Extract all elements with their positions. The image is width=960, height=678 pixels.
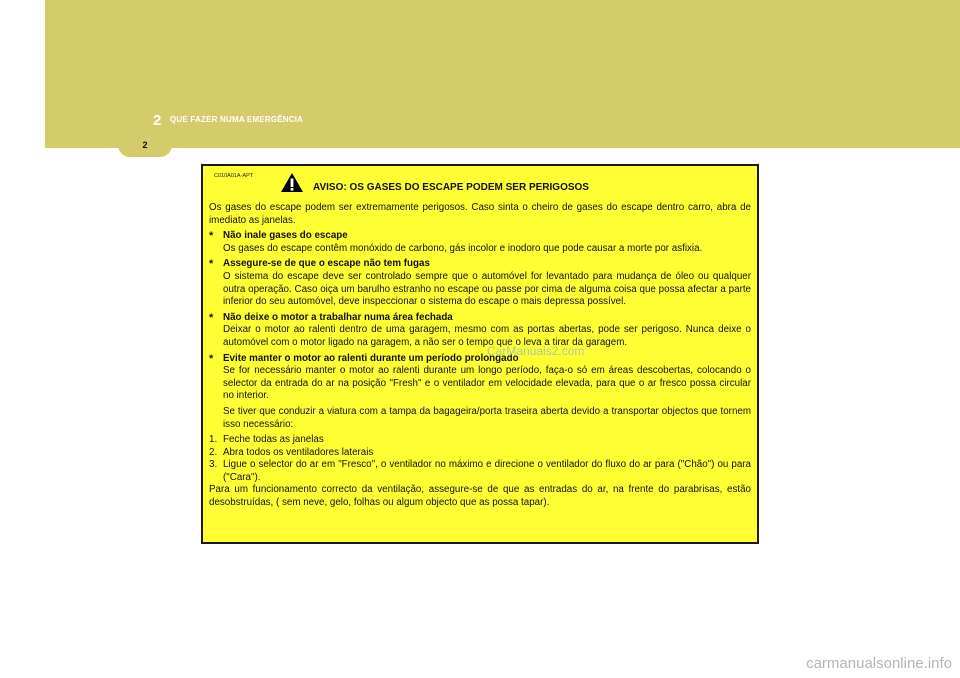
warning-code: C010A01A-APT	[214, 173, 254, 179]
bullet-extra-text: Se tiver que conduzir a viatura com a tampa da bagageira/porta traseira aberta devido a transportar objectos que tornem isso necessário:	[223, 405, 751, 430]
bullet-item	[209, 312, 751, 350]
bullet-marker: *	[209, 258, 214, 271]
step-text: Abra todos os ventiladores laterais	[223, 446, 374, 458]
bullet-text: Os gases do escape contêm monóxido de carbono, gás incolor e inodoro que pode causar a morte por asfixia.	[223, 242, 703, 254]
bullet-item	[209, 353, 751, 432]
step-item	[209, 434, 751, 447]
bullet-text: Deixar o motor ao ralenti dentro de uma garagem, mesmo com as portas abertas, pode ser perigoso. Nunca deixe o automóvel com o motor ligado na garagem, a não ser o tempo que o leva a tirar da garagem.	[223, 324, 751, 348]
warning-content	[209, 202, 751, 513]
bullet-heading: Não inale gases do escape	[223, 230, 348, 242]
watermark-middle: CarManuals2.com	[487, 344, 585, 358]
bullet-marker: *	[209, 230, 214, 243]
warning-box	[201, 164, 759, 544]
warning-triangle-icon	[280, 172, 304, 198]
bullet-marker: *	[209, 311, 214, 324]
warning-intro: Os gases do escape podem ser extremamente perigosos. Caso sinta o cheiro de gases do escape dentro carro, abra de imediato as janelas.	[209, 202, 751, 226]
step-text: Feche todas as janelas	[223, 434, 324, 446]
bullet-heading: Evite manter o motor ao ralenti durante um período prolongado	[223, 352, 519, 364]
step-item	[209, 459, 751, 484]
warning-title: AVISO: OS GASES DO ESCAPE PODEM SER PERIGOSOS	[313, 182, 589, 193]
header-band	[45, 0, 960, 148]
step-number: 3.	[209, 459, 218, 471]
watermark-bottom: carmanualsonline.info	[806, 655, 952, 672]
chapter-title: QUE FAZER NUMA EMERGÊNCIA	[170, 115, 304, 124]
step-number: 2.	[209, 446, 218, 458]
bullet-text: O sistema do escape deve ser controlado sempre que o automóvel for levantado para mudança de óleo ou qualquer outra operação. Caso oiça um barulho estranho no escape ou passe por cima de alguma coisa que possa afectar a parte inferior do seu automóvel, deve inspeccionar o sistema do escape o mais depressa possível.	[223, 270, 751, 308]
page-number: 2	[142, 140, 148, 150]
bullet-marker: *	[209, 352, 214, 365]
bullet-item	[209, 258, 751, 308]
bullet-text: Se for necessário manter o motor ao ralenti durante um longo período, faça-o só em áreas descobertas, colocando o selector da entrada do ar na posição "Fresh" e o ventilador em velocidade elevada, para que o ar fresco possa circular no interior.	[223, 365, 751, 402]
step-number: 1.	[209, 434, 218, 446]
bullet-heading: Assegure-se de que o escape não tem fugas	[223, 258, 430, 270]
step-text: Ligue o selector do ar em "Fresco", o ventilador no máximo e direcione o ventilador do fluxo do ar para ("Chão") ou para ("Cara").	[223, 459, 751, 483]
chapter-number: 2	[153, 112, 162, 129]
warning-closing: Para um funcionamento correcto da ventilação, assegure-se de que as entradas do ar, na frente do parabrisas, estão desobstruídas, ( sem neve, gelo, folhas ou algum objecto que as possa tapar).	[209, 484, 751, 509]
step-item	[209, 447, 751, 460]
bullet-item	[209, 230, 751, 255]
bullet-heading: Não deixe o motor a trabalhar numa área fechada	[223, 311, 453, 323]
page-number-tab	[118, 137, 172, 157]
